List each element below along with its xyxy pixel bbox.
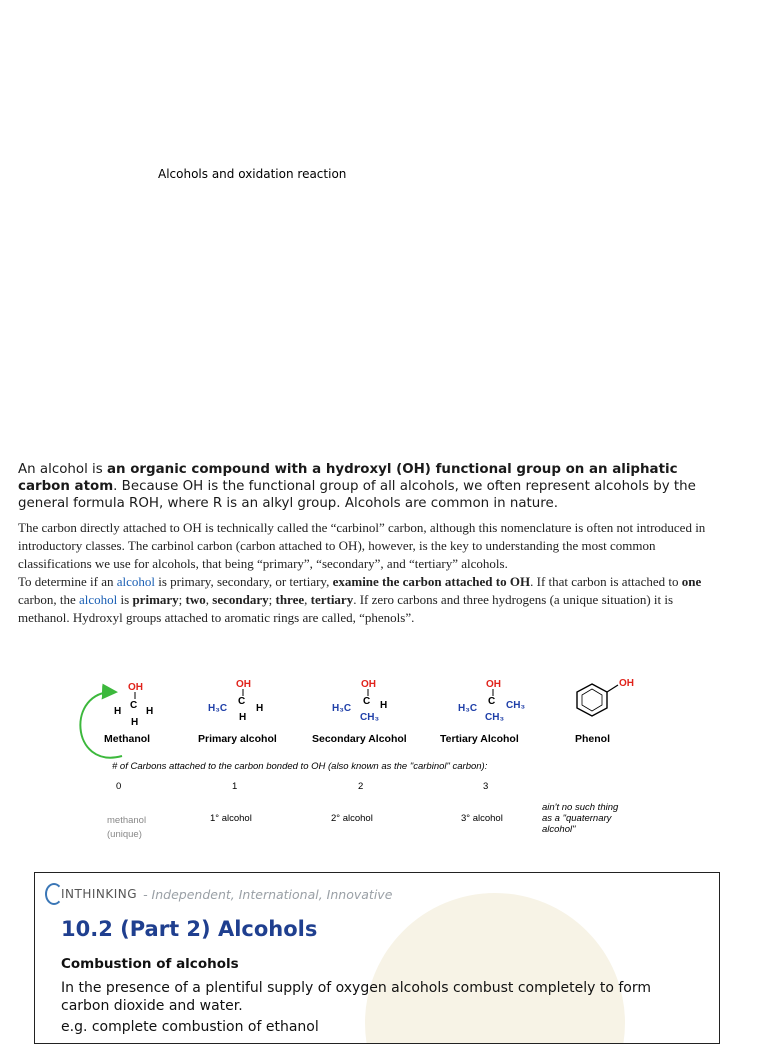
slide-subheading: Combustion of alcohols [61, 956, 239, 972]
quaternary-note: ain't no such thing [542, 802, 619, 813]
hydrogen-atom: H [256, 703, 264, 714]
carbon-count: 3 [483, 781, 489, 792]
primary-oh: OH [236, 679, 251, 690]
methyl-group: H₃C [332, 703, 352, 714]
intro-definition: an organic compound with a hydroxyl (OH) functional group on an aliphatic carbon atom [18, 462, 678, 494]
figure-caption: # of Carbons attached to the carbon bonded to OH (also known as the "carbinol" carbon): [112, 761, 488, 772]
emphasis: examine the carbon attached to OH [332, 574, 531, 589]
tertiary-oh: OH [486, 679, 501, 690]
hydrogen-atom: H [131, 717, 139, 728]
emphasis: one [681, 574, 702, 589]
unique-note: (unique) [107, 829, 142, 840]
class-label: methanol [107, 815, 147, 826]
tertiary-alcohol-structure [458, 679, 525, 723]
methyl-group: H₃C [208, 703, 228, 714]
structure-name: Methanol [104, 733, 151, 745]
carbon-count: 1 [232, 781, 238, 792]
methyl-group: CH₃ [360, 712, 380, 723]
brand-name: INTHINKING [61, 887, 138, 901]
carbon-atom: C [130, 700, 138, 711]
emphasis: two [185, 592, 206, 607]
text-fragment: , [304, 592, 311, 607]
alcohol-classification-figure [70, 670, 670, 850]
text-fragment: . If that carbon is attached to [530, 574, 682, 589]
text-fragment: , [205, 592, 213, 607]
classification-diagram [70, 670, 670, 850]
carbon-count: 2 [358, 781, 364, 792]
slide-header [45, 883, 392, 905]
slide-heading: 10.2 (Part 2) Alcohols [61, 917, 318, 941]
emphasis: secondary [212, 592, 269, 607]
slide-cut-line: e.g. complete combustion of ethanol [61, 1019, 319, 1035]
emphasis: primary [132, 592, 179, 607]
slide-body-text: In the presence of a plentiful supply of oxygen alcohols combust completely to form carbon dioxide and water. [61, 980, 652, 1014]
document-title: Alcohols and oxidation reaction [158, 167, 347, 181]
text-fragment: carbon, the [18, 592, 80, 607]
text-fragment: To determine if an [18, 574, 117, 589]
hydrogen-atom: H [239, 712, 247, 723]
structure-name: Tertiary Alcohol [440, 733, 519, 745]
text-fragment: is [117, 592, 133, 607]
green-arrow-icon [80, 692, 122, 758]
intro-text-b: . Because OH is the functional group of all alcohols, we often represent alcohols by the general formula ROH, where R is an alkyl group. Alcohols are common in nature. [18, 479, 696, 511]
hydrogen-atom: H [380, 700, 388, 711]
text-fragment: is primary, secondary, or tertiary, [154, 574, 333, 589]
text-fragment: . If zero carbons and three hydrogens (a unique situation) it is methanol. Hydroxyl groups attached to aromatic rings are called, “phenols”. [18, 592, 674, 625]
secondary-oh: OH [361, 679, 376, 690]
hydrogen-atom: H [114, 706, 122, 717]
carbon-atom: C [488, 696, 496, 707]
intro-text-a: An alcohol is [18, 462, 107, 477]
decorative-shape [365, 893, 625, 1044]
slide-tagline: - Independent, International, Innovative [143, 886, 393, 902]
intro-paragraph [18, 461, 718, 512]
inthinking-logo-icon [45, 883, 137, 905]
classification-paragraph [18, 573, 718, 627]
methanol-structure [114, 682, 153, 728]
phenol-structure [577, 678, 634, 716]
structure-name: Secondary Alcohol [312, 733, 407, 745]
quaternary-note: alcohol" [542, 824, 576, 835]
structure-name: Phenol [575, 733, 611, 745]
quaternary-note: as a "quaternary [542, 813, 612, 824]
carbinol-section [18, 519, 718, 627]
hydrogen-atom: H [146, 706, 154, 717]
text-fragment: ; [178, 592, 186, 607]
phenol-oh: OH [619, 678, 634, 689]
methyl-group: CH₃ [485, 712, 505, 723]
inthinking-slide [34, 872, 720, 1044]
class-label: 3° alcohol [461, 813, 503, 824]
structure-name: Primary alcohol [198, 733, 277, 745]
carbon-atom: C [363, 696, 371, 707]
carbon-atom: C [238, 696, 246, 707]
carbon-count: 0 [116, 781, 122, 792]
methyl-group: CH₃ [506, 700, 526, 711]
class-label: 1° alcohol [210, 813, 252, 824]
secondary-alcohol-structure [332, 679, 387, 723]
primary-alcohol-structure [208, 679, 263, 723]
methanol-oh: OH [128, 682, 143, 693]
emphasis: tertiary [310, 592, 354, 607]
emphasis: three [275, 592, 305, 607]
alcohol-link[interactable]: alcohol [116, 574, 155, 589]
text-fragment: ; [268, 592, 276, 607]
class-label: 2° alcohol [331, 813, 373, 824]
carbinol-paragraph: The carbon directly attached to OH is technically called the “carbinol” carbon, although this nomenclature is often not introduced in introductory classes. The carbinol carbon (carbon attached to OH), however, is the key to understanding the most common classifications we use for alcohols, that being “primary”, “secondary”, and “tertiary” alcohols. [18, 520, 706, 571]
alcohol-link[interactable]: alcohol [79, 592, 118, 607]
methyl-group: H₃C [458, 703, 478, 714]
